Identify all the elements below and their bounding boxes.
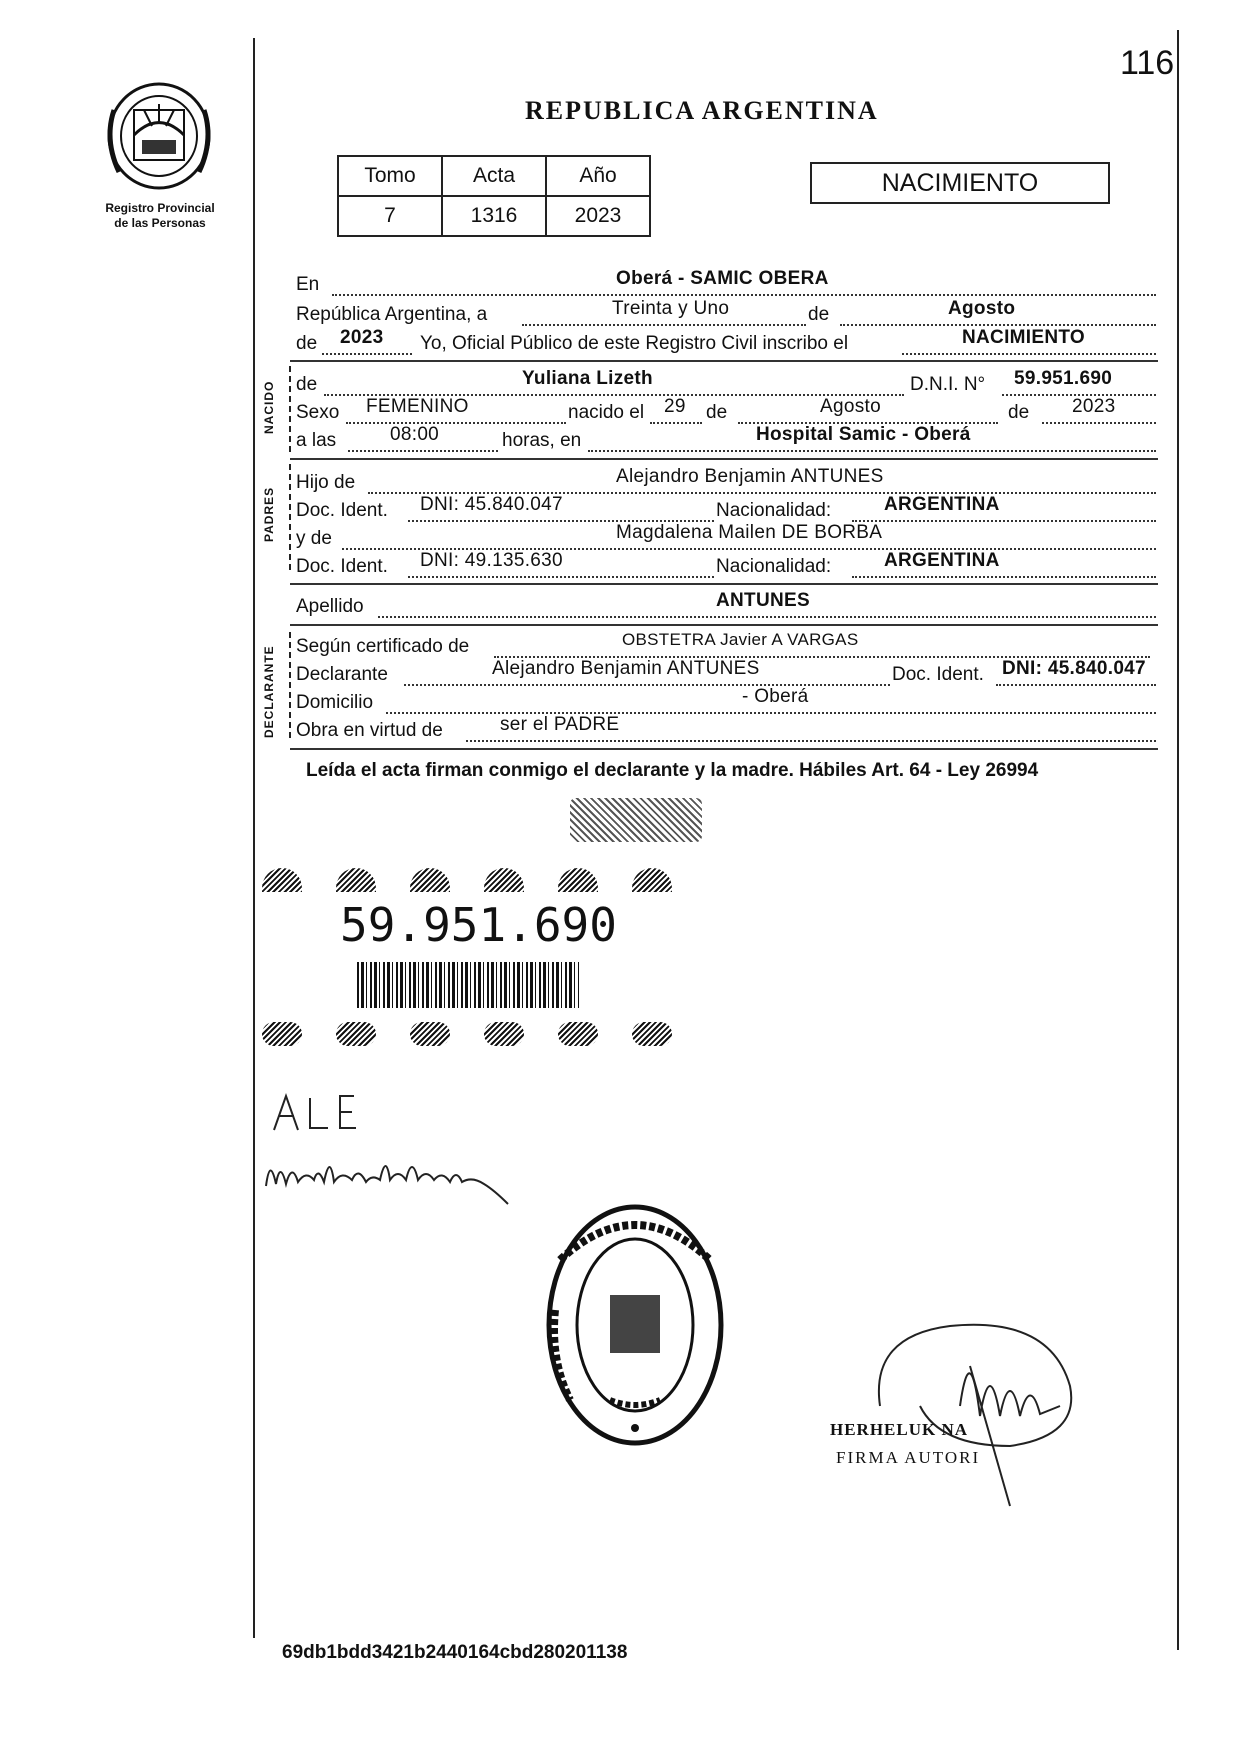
value-mother-nat: ARGENTINA: [884, 550, 1000, 571]
label-horas-en: horas, en: [502, 430, 582, 451]
side-label-declarante: DECLARANTE: [262, 645, 276, 738]
row-year-inscribe: [296, 327, 1156, 359]
signature-mailen-icon: [262, 1146, 512, 1206]
separator-padres: [290, 583, 1158, 585]
label-en: En: [296, 274, 320, 295]
barcode-icon: [357, 962, 579, 1008]
value-year: 2023: [340, 327, 384, 348]
value-obra: ser el PADRE: [500, 714, 620, 735]
label-nacido-el: nacido el: [568, 402, 645, 423]
value-father: Alejandro Benjamin ANTUNES: [616, 466, 884, 487]
right-margin-line: [1177, 30, 1179, 1650]
header-acta: Acta: [442, 156, 546, 196]
value-apellido: ANTUNES: [716, 590, 810, 611]
authority-signature: [860, 1296, 1090, 1521]
label-republica: República Argentina, a: [296, 304, 488, 325]
value-domicilio: - Oberá: [742, 686, 809, 707]
value-ano: 2023: [546, 196, 650, 236]
side-label-nacido: NACIDO: [262, 380, 276, 434]
padres-bracket: [289, 464, 291, 572]
signature-title-line: FIRMA AUTORI: [836, 1448, 981, 1467]
declarante-bracket: [289, 632, 291, 742]
label-domicilio: Domicilio: [296, 692, 374, 713]
coat-of-arms-logo: [104, 80, 214, 192]
coat-of-arms-icon: [104, 80, 214, 192]
sticker-bottom-stripe: [262, 1022, 710, 1048]
record-reference-table: [337, 155, 651, 237]
row-hora: [296, 424, 1156, 456]
page-number: 116: [1120, 44, 1175, 82]
value-father-doc: DNI: 45.840.047: [420, 494, 563, 515]
sticker-top-stripe: [262, 868, 710, 894]
value-name: Yuliana Lizeth: [522, 368, 653, 389]
value-mother: Magdalena Mailen DE BORBA: [616, 522, 883, 543]
hologram-seal: [570, 798, 702, 842]
label-apellido: Apellido: [296, 596, 364, 617]
value-certificado: OBSTETRA Javier A VARGAS: [622, 630, 859, 649]
label-mother-doc: Doc. Ident.: [296, 556, 388, 577]
value-sexo: FEMENINO: [366, 396, 469, 417]
document-title: REPUBLICA ARGENTINA: [525, 96, 879, 125]
value-day: Treinta y Uno: [612, 298, 730, 319]
official-stamp: [540, 1200, 730, 1455]
signature-name-line: HERHELUK NA: [830, 1420, 969, 1439]
label-oficial: Yo, Oficial Público de este Registro Civil inscribo el: [420, 333, 849, 354]
logo-caption: [80, 201, 240, 231]
logo-caption-line1: Registro Provincial: [105, 201, 215, 215]
label-de-birth-month: de: [706, 402, 728, 423]
label-y-de: y de: [296, 528, 332, 549]
side-label-padres: PADRES: [262, 486, 276, 542]
value-tomo: 7: [338, 196, 442, 236]
closing-text: Leída el acta firman conmigo el declarante y la madre. Hábiles Art. 64 - Ley 26994: [306, 760, 1039, 781]
signature-ale-icon: [270, 1090, 380, 1136]
value-acta: 1316: [442, 196, 546, 236]
label-de-year: de: [296, 333, 318, 354]
row-en: [296, 268, 1156, 300]
label-de-birth-year: de: [1008, 402, 1030, 423]
label-mother-nat: Nacionalidad:: [716, 556, 832, 577]
row-mother-doc: [296, 550, 1156, 582]
label-declarante: Declarante: [296, 664, 388, 685]
logo-caption-line2: de las Personas: [114, 216, 206, 230]
value-hora: 08:00: [390, 424, 440, 445]
label-sexo: Sexo: [296, 402, 340, 423]
handwritten-signature-ale: [270, 1090, 380, 1141]
label-declarante-doc: Doc. Ident.: [892, 664, 984, 685]
header-ano: Año: [546, 156, 650, 196]
value-month: Agosto: [948, 298, 1016, 319]
footer-hash: 69db1bdd3421b2440164cbd280201138: [282, 1642, 628, 1663]
label-father-doc: Doc. Ident.: [296, 500, 388, 521]
value-declarante-doc: DNI: 45.840.047: [1002, 658, 1146, 679]
value-dni: 59.951.690: [1014, 368, 1113, 389]
row-apellido: [296, 590, 1156, 622]
handwritten-signature-mailen: [262, 1146, 512, 1211]
authority-signature-icon: [860, 1296, 1090, 1516]
left-margin-line: [253, 38, 255, 1638]
label-a-las: a las: [296, 430, 337, 451]
label-obra: Obra en virtud de: [296, 720, 443, 741]
value-birth-month: Agosto: [820, 396, 881, 417]
label-de-month: de: [808, 304, 830, 325]
row-obra: [296, 714, 1156, 746]
separator-declarante: [290, 748, 1158, 750]
separator-nacido: [290, 458, 1158, 460]
label-father-nat: Nacionalidad:: [716, 500, 832, 521]
header-tomo: Tomo: [338, 156, 442, 196]
label-certificado: Según certificado de: [296, 636, 470, 657]
value-father-nat: ARGENTINA: [884, 494, 1000, 515]
record-type-box: [810, 162, 1110, 204]
nacido-bracket: [289, 366, 291, 454]
separator-apellido: [290, 624, 1158, 626]
value-inscribe: NACIMIENTO: [962, 327, 1085, 348]
record-type: NACIMIENTO: [881, 169, 1039, 197]
row-domicilio: [296, 686, 1156, 718]
separator-intro: [290, 360, 1158, 362]
label-hijo-de: Hijo de: [296, 472, 356, 493]
value-en: Oberá - SAMIC OBERA: [616, 268, 829, 289]
value-birth-year: 2023: [1072, 396, 1116, 417]
value-declarante: Alejandro Benjamin ANTUNES: [492, 658, 760, 679]
value-lugar: Hospital Samic - Oberá: [756, 424, 971, 445]
value-birth-day: 29: [664, 396, 686, 417]
value-mother-doc: DNI: 49.135.630: [420, 550, 563, 571]
label-dni: D.N.I. N°: [910, 374, 986, 395]
sticker-number: 59.951.690: [340, 898, 617, 952]
row-declarante: [296, 658, 1156, 690]
label-de-name: de: [296, 374, 318, 395]
official-stamp-icon: [540, 1200, 730, 1450]
